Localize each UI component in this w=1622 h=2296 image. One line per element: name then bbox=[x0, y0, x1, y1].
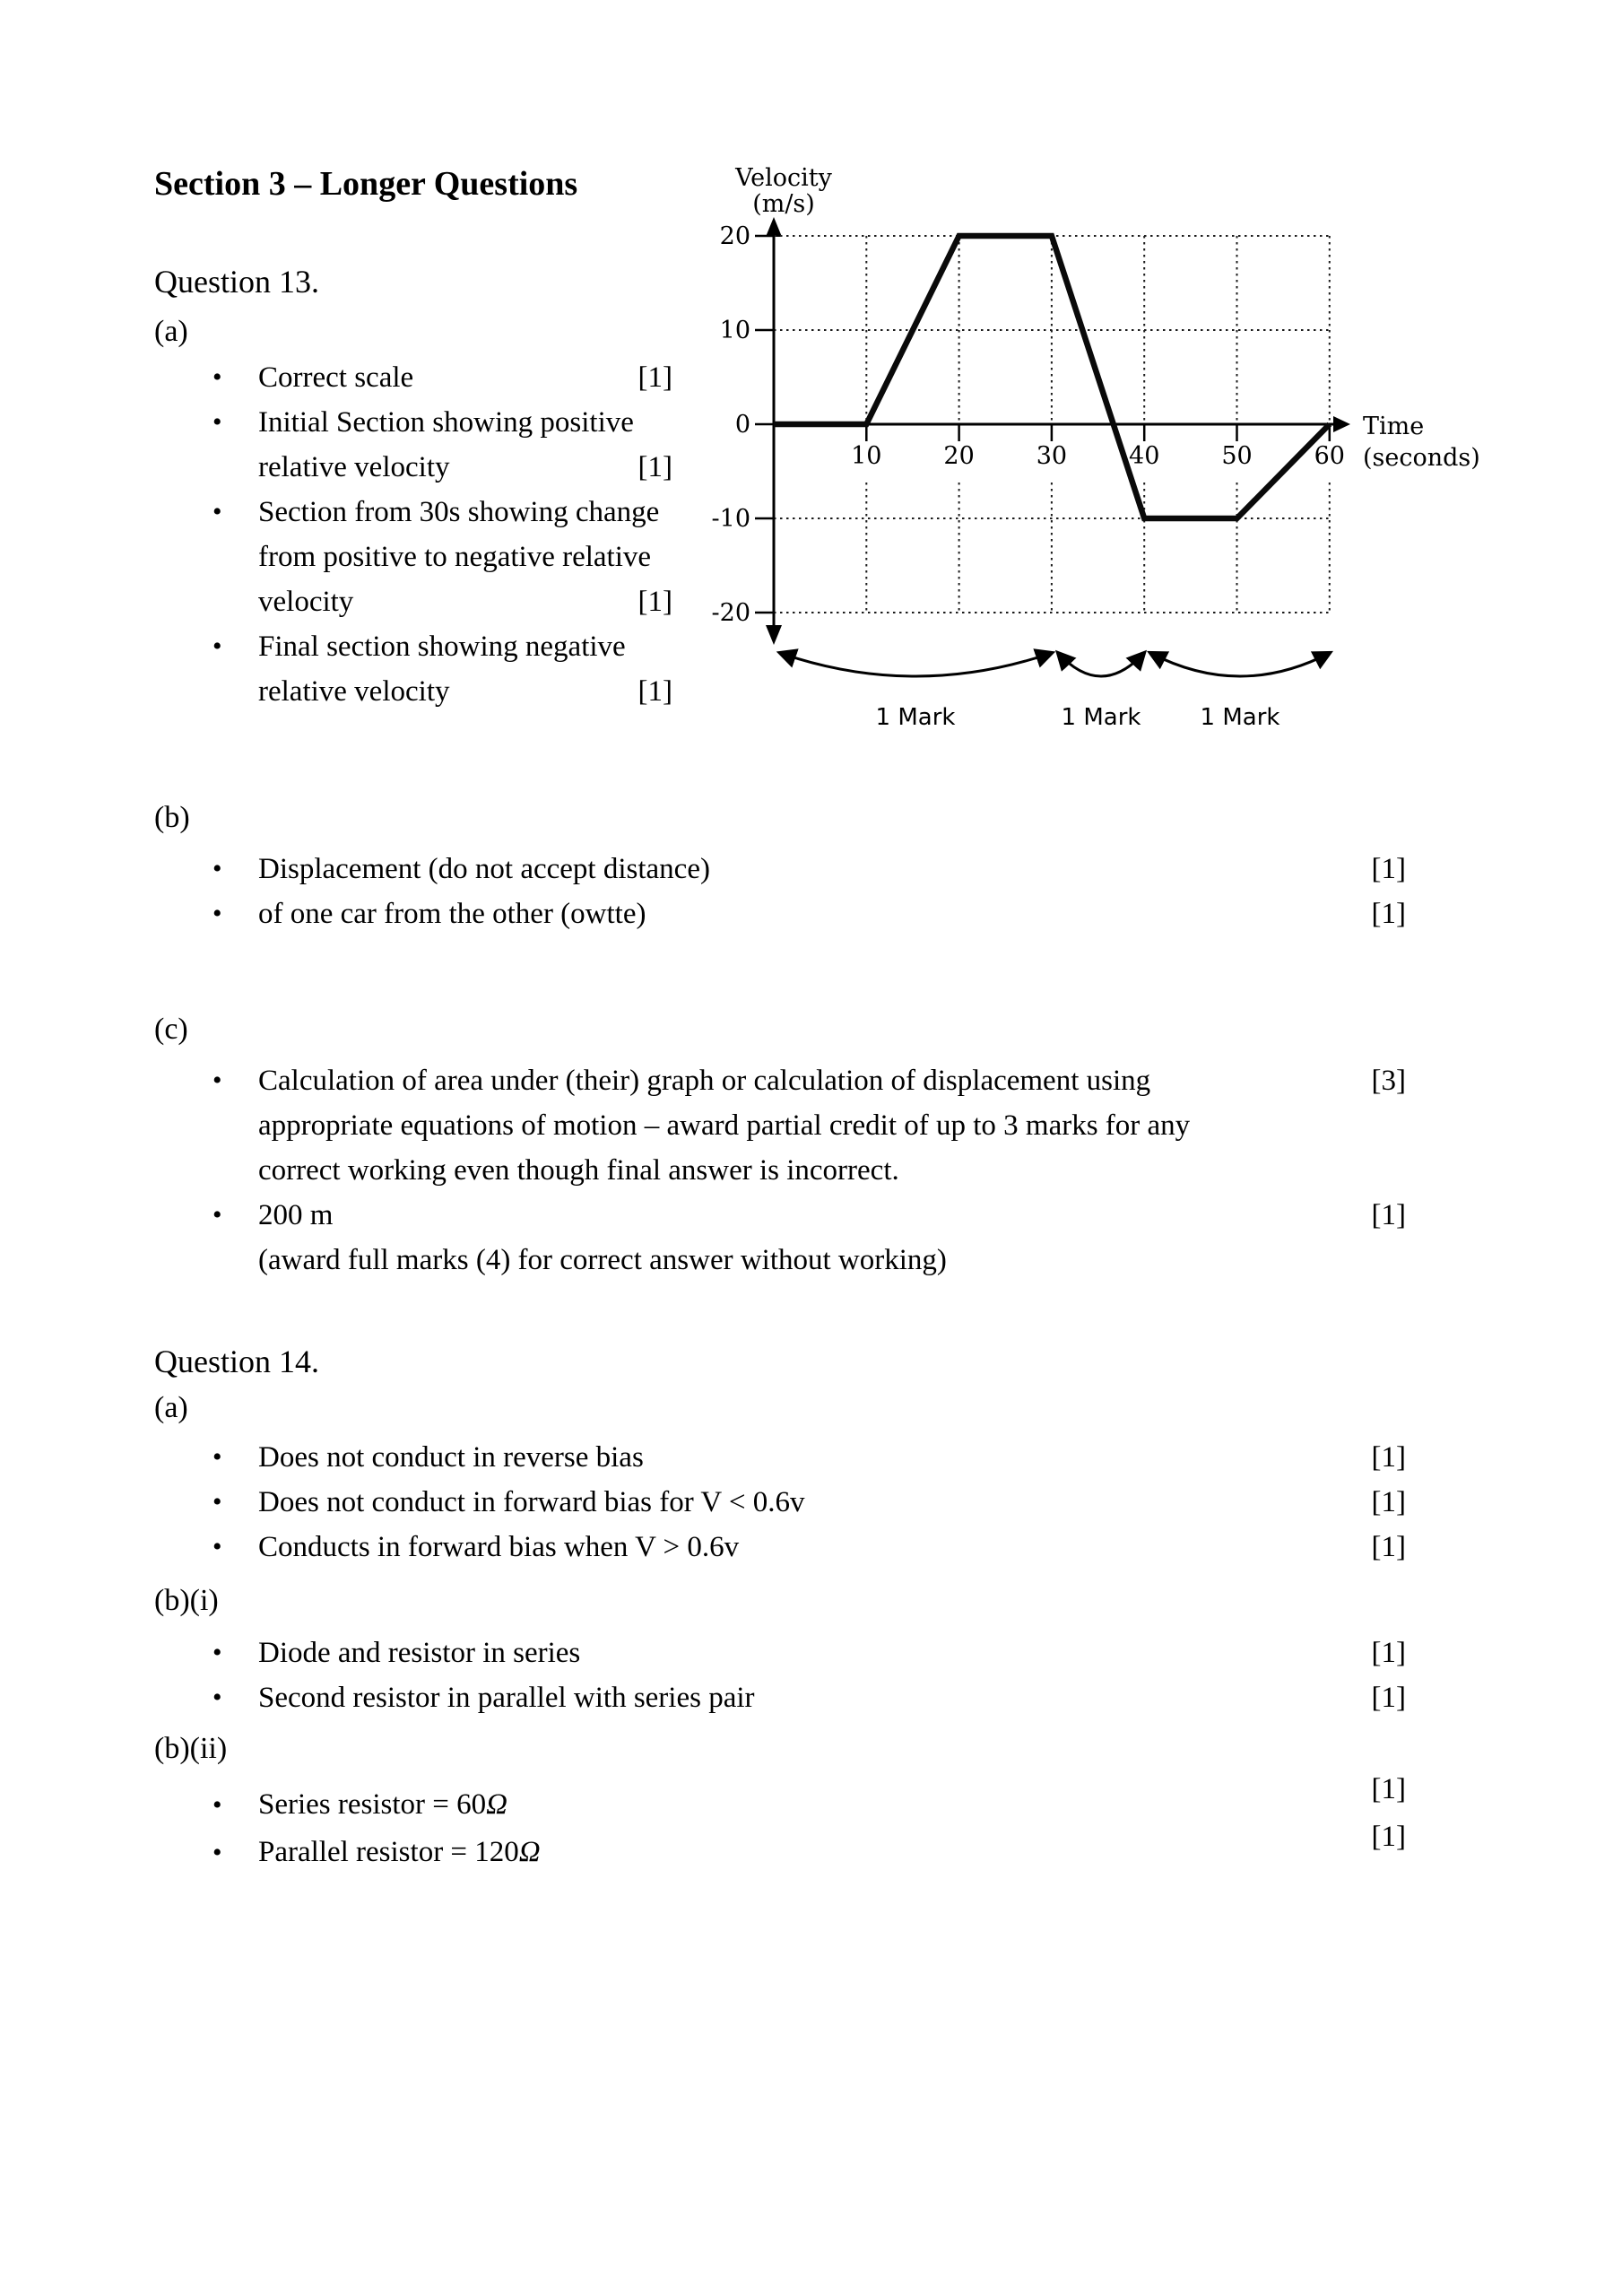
y-tick-label: -20 bbox=[711, 599, 750, 627]
bullet-text: • of one car from the other (owtte) bbox=[258, 898, 646, 930]
x-tick-label: 10 bbox=[851, 442, 882, 470]
list-item bbox=[209, 355, 672, 400]
relative-velocity-line bbox=[774, 236, 1330, 518]
bullet-text: • Initial Section showing positive bbox=[258, 406, 634, 439]
mark-badge: [1] bbox=[638, 675, 672, 708]
q14-part-a-list bbox=[209, 1435, 1406, 1570]
list-item bbox=[209, 1773, 1406, 1829]
list-item bbox=[209, 1631, 1406, 1675]
mark-badge: [1] bbox=[1371, 1821, 1406, 1853]
bullet-text: • Series resistor = 60Ω bbox=[258, 1788, 508, 1821]
list-item bbox=[209, 490, 672, 624]
mark-badge: [1] bbox=[638, 586, 672, 618]
bullet-text: • Section from 30s showing change bbox=[258, 496, 660, 528]
x-tick-label: 40 bbox=[1129, 442, 1160, 470]
mark-badge: [1] bbox=[638, 361, 672, 394]
x-axis-label-units: (seconds) bbox=[1363, 444, 1480, 472]
bullet-text: • Does not conduct in forward bias for V < 0.6v bbox=[258, 1486, 805, 1518]
q14-part-a-label: (a) bbox=[154, 1391, 188, 1424]
mark-badge: [1] bbox=[1371, 1531, 1406, 1563]
mark-span-arrow bbox=[1150, 653, 1330, 676]
mark-badge: [1] bbox=[1371, 1637, 1406, 1669]
question-14-title: Question 14. bbox=[154, 1344, 319, 1379]
bullet-text: relative velocity bbox=[258, 451, 450, 483]
bullet-text: correct working even though final answer is incorrect. bbox=[258, 1154, 899, 1187]
mark-badge: [1] bbox=[1371, 1199, 1406, 1231]
x-axis-arrow-icon bbox=[1333, 416, 1350, 432]
bullet-text: • Final section showing negative bbox=[258, 631, 626, 663]
bullet-text: • Does not conduct in reverse bias bbox=[258, 1441, 644, 1474]
q13-part-a-list bbox=[209, 355, 672, 714]
y-tick-label: -10 bbox=[711, 505, 750, 533]
bullet-text: • Diode and resistor in series bbox=[258, 1637, 581, 1669]
mark-badge: [1] bbox=[1371, 1441, 1406, 1474]
y-tick-label: 10 bbox=[719, 317, 750, 344]
bullet-text: • Conducts in forward bias when V > 0.6v bbox=[258, 1531, 740, 1563]
list-item bbox=[209, 1480, 1406, 1525]
list-item bbox=[209, 891, 1406, 936]
q13-part-a-label: (a) bbox=[154, 315, 188, 348]
list-item bbox=[209, 1058, 1406, 1193]
list-item bbox=[209, 1675, 1406, 1720]
x-tick-label: 20 bbox=[943, 442, 975, 470]
mark-badge: [3] bbox=[1371, 1065, 1406, 1097]
q13-part-b-label: (b) bbox=[154, 801, 190, 834]
list-item bbox=[209, 1435, 1406, 1480]
list-item bbox=[209, 1525, 1406, 1570]
bullet-text: velocity bbox=[258, 586, 354, 618]
y-axis-label: Velocity bbox=[735, 164, 832, 192]
y-axis-down-arrow-icon bbox=[766, 625, 782, 645]
bullet-text: • Calculation of area under (their) graph or calculation of displacement using bbox=[258, 1065, 1151, 1097]
y-tick-label: 20 bbox=[719, 222, 750, 250]
bullet-text: • Displacement (do not accept distance) bbox=[258, 853, 710, 885]
bullet-text: relative velocity bbox=[258, 675, 450, 708]
omega-symbol: Ω bbox=[486, 1788, 508, 1821]
q14-part-bi-label: (b)(i) bbox=[154, 1584, 219, 1617]
list-item bbox=[209, 400, 672, 490]
part-c-note: (award full marks (4) for correct answer without working) bbox=[258, 1244, 947, 1276]
mark-badge: [1] bbox=[1371, 1486, 1406, 1518]
mark-badge: [1] bbox=[1371, 1773, 1406, 1805]
mark-badge: [1] bbox=[1371, 1682, 1406, 1714]
mark-span-label: 1 Mark bbox=[1061, 704, 1141, 731]
bullet-text: from positive to negative relative bbox=[258, 541, 652, 573]
mark-span-label: 1 Mark bbox=[1200, 704, 1280, 731]
bullet-text: • 200 m bbox=[258, 1199, 334, 1231]
bullet-text: appropriate equations of motion – award partial credit of up to 3 marks for any bbox=[258, 1109, 1191, 1142]
q13-part-c-label: (c) bbox=[154, 1013, 188, 1046]
bullet-text: • Correct scale bbox=[258, 361, 414, 394]
y-axis-up-arrow-icon bbox=[766, 217, 782, 237]
list-item bbox=[209, 1821, 1406, 1876]
x-tick-label: 50 bbox=[1221, 442, 1253, 470]
mark-span-arrow bbox=[1058, 653, 1144, 676]
velocity-time-chart bbox=[708, 144, 1614, 753]
section-heading: Section 3 – Longer Questions bbox=[154, 165, 578, 203]
mark-span-label: 1 Mark bbox=[875, 704, 956, 731]
x-axis-label: Time bbox=[1363, 413, 1425, 440]
bullet-text: • Second resistor in parallel with series pair bbox=[258, 1682, 755, 1714]
mark-span-arrow bbox=[780, 653, 1052, 676]
q13-part-c-list bbox=[209, 1058, 1406, 1238]
mark-badge: [1] bbox=[1371, 853, 1406, 885]
q14-part-bii-label: (b)(ii) bbox=[154, 1732, 228, 1765]
mark-badge: [1] bbox=[1371, 898, 1406, 930]
list-item bbox=[209, 1193, 1406, 1238]
mark-badge: [1] bbox=[638, 451, 672, 483]
q13-part-b-list bbox=[209, 847, 1406, 936]
bullet-text: • Parallel resistor = 120Ω bbox=[258, 1836, 541, 1868]
x-tick-label: 60 bbox=[1314, 442, 1345, 470]
y-tick-label: 0 bbox=[734, 411, 750, 439]
list-item bbox=[209, 624, 672, 714]
x-tick-label: 30 bbox=[1036, 442, 1068, 470]
question-13-title: Question 13. bbox=[154, 264, 319, 300]
y-axis-label-units: (m/s) bbox=[752, 190, 815, 218]
omega-symbol: Ω bbox=[518, 1836, 541, 1868]
q14-part-bi-list bbox=[209, 1631, 1406, 1720]
list-item bbox=[209, 847, 1406, 891]
q14-part-bii-list bbox=[209, 1773, 1406, 1876]
